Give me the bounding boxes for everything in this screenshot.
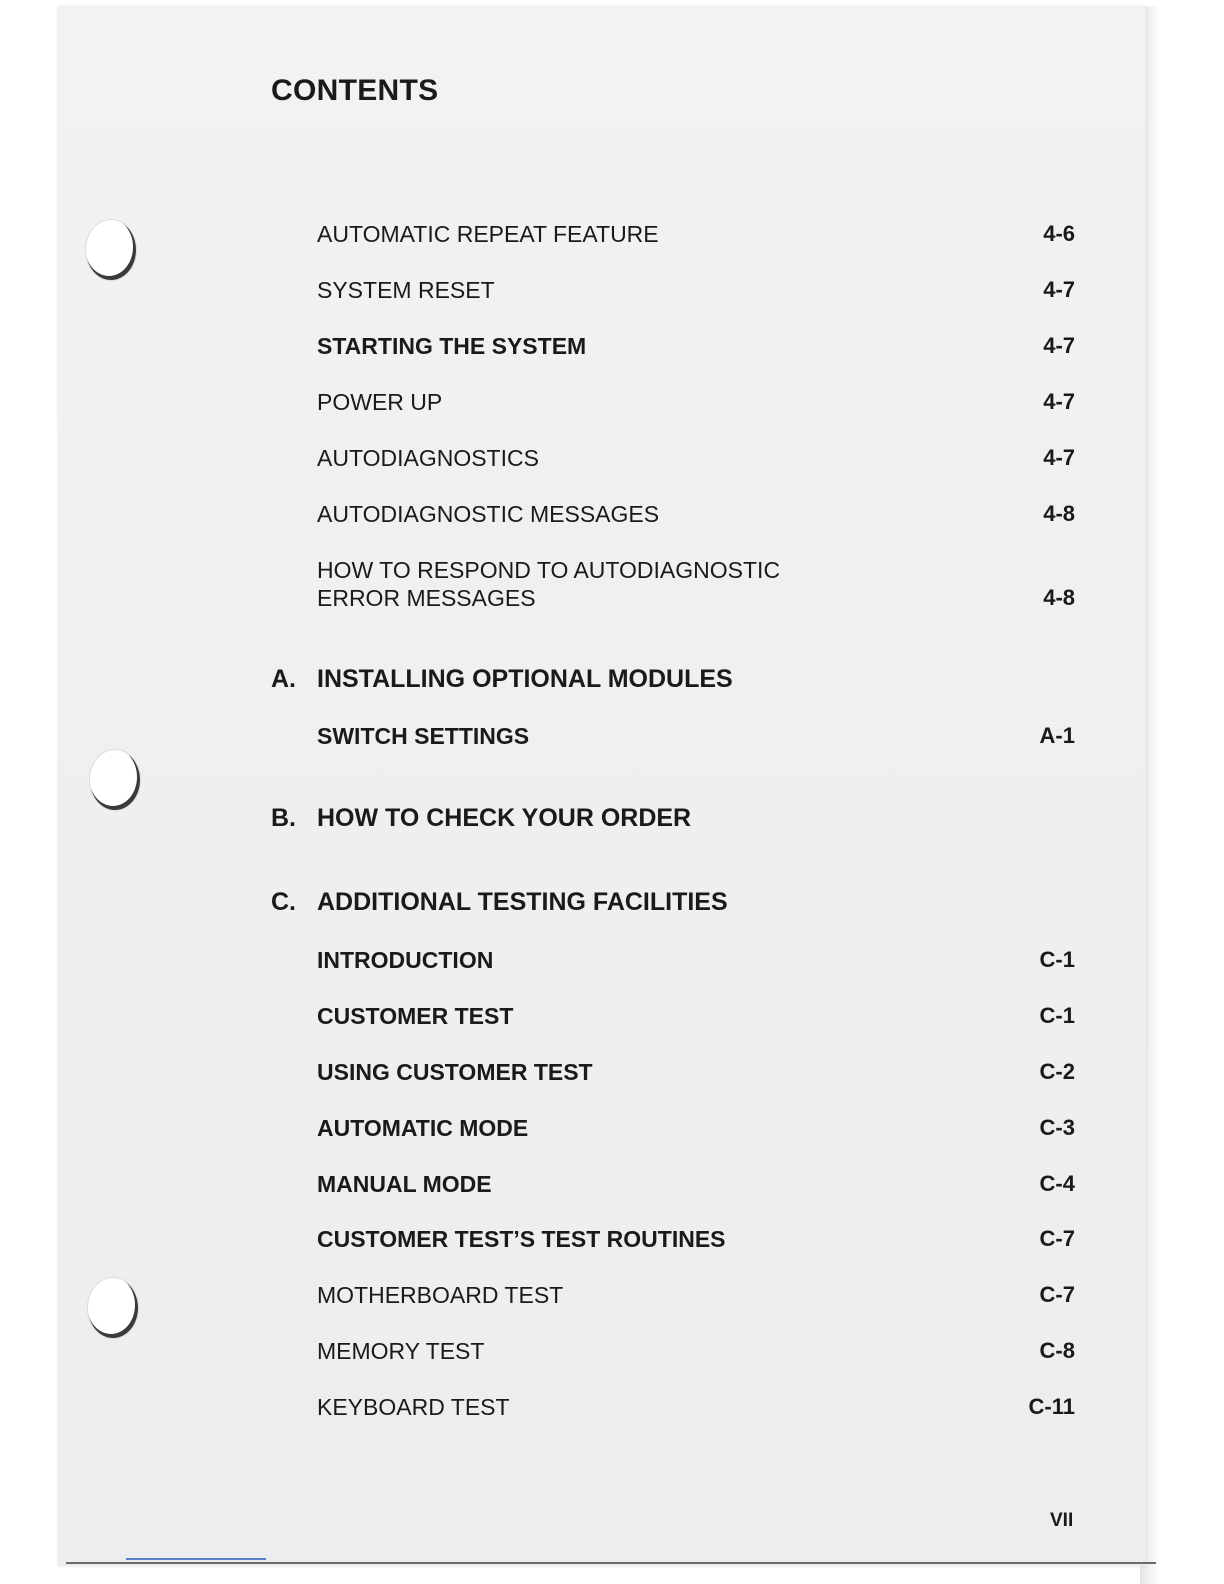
toc-entry-label: MEMORY TEST [317,1338,485,1364]
toc-entry-label: CUSTOMER TEST’S TEST ROUTINES [317,1226,726,1252]
section-title: HOW TO CHECK YOUR ORDER [317,804,692,832]
toc-entry-label: HOW TO RESPOND TO AUTODIAGNOSTIC ERROR MESSAGES [317,557,781,611]
toc-entry-label: MOTHERBOARD TEST [317,1282,564,1308]
toc-entry-manual-mode[interactable] [317,1170,1075,1198]
toc-entry-page: 4-8 [1043,501,1075,526]
toc-entry-page: C-3 [1039,1115,1075,1140]
binder-hole-bottom [88,1278,138,1338]
toc-entry-memory-test[interactable] [317,1337,1075,1365]
toc-entry-page: C-2 [1039,1059,1075,1084]
page-title: CONTENTS [271,74,439,107]
toc-entry-label: STARTING THE SYSTEM [317,333,587,359]
section-heading-a[interactable] [271,664,733,694]
toc-entry-label: INTRODUCTION [317,947,494,973]
binder-hole-middle [90,750,140,810]
toc-entry-system-reset[interactable] [317,276,1075,304]
toc-entry-label: MANUAL MODE [317,1171,492,1197]
toc-entry-respond-error-messages[interactable] [317,556,1075,612]
toc-entry-switch-settings[interactable] [317,722,1075,750]
section-letter: A. [271,665,296,693]
toc-entry-page: C-1 [1039,1003,1075,1028]
toc-entry-page: A-1 [1039,723,1075,748]
toc-entry-page: C-11 [1028,1394,1075,1419]
toc-entry-automatic-repeat[interactable] [317,220,1075,248]
toc-entry-using-customer-test[interactable] [317,1058,1075,1086]
section-heading-b[interactable] [271,803,691,833]
page-number: VII [1050,1510,1074,1531]
toc-entry-autodiagnostic-messages[interactable] [317,500,1075,528]
toc-entry-page: 4-7 [1043,445,1075,470]
toc-entry-label: USING CUSTOMER TEST [317,1059,593,1085]
toc-entry-page: C-4 [1039,1171,1075,1196]
toc-entry-autodiagnostics[interactable] [317,444,1075,472]
toc-entry-label: AUTODIAGNOSTICS [317,445,539,471]
toc-entry-starting-system[interactable] [317,332,1075,360]
section-letter: B. [271,804,296,832]
toc-entry-label: SYSTEM RESET [317,277,495,303]
toc-entry-label: SWITCH SETTINGS [317,723,530,749]
toc-entry-page: 4-6 [1043,221,1075,246]
toc-entry-test-routines[interactable] [317,1225,1075,1253]
toc-entry-label: AUTOMATIC MODE [317,1115,529,1141]
toc-entry-power-up[interactable] [317,388,1075,416]
toc-entry-customer-test[interactable] [317,1002,1075,1030]
toc-entry-motherboard-test[interactable] [317,1281,1075,1309]
section-title: ADDITIONAL TESTING FACILITIES [317,888,728,916]
bottom-edge-line [66,1562,1156,1564]
toc-entry-label: CUSTOMER TEST [317,1003,514,1029]
section-title: INSTALLING OPTIONAL MODULES [317,665,733,693]
toc-entry-label: AUTOMATIC REPEAT FEATURE [317,221,659,247]
toc-entry-page: C-1 [1039,947,1075,972]
toc-entry-automatic-mode[interactable] [317,1114,1075,1142]
binder-hole-top [86,220,136,280]
toc-entry-label: KEYBOARD TEST [317,1394,510,1420]
toc-entry-page: 4-7 [1043,333,1075,358]
toc-entry-introduction[interactable] [317,946,1075,974]
toc-entry-page: C-7 [1039,1282,1075,1307]
toc-entry-label: AUTODIAGNOSTIC MESSAGES [317,501,660,527]
section-letter: C. [271,888,296,916]
toc-entry-page: 4-7 [1043,277,1075,302]
toc-entry-keyboard-test[interactable] [317,1393,1075,1421]
toc-entry-page: C-7 [1039,1226,1075,1251]
bottom-blue-mark [126,1558,266,1560]
toc-entry-page: 4-8 [1043,585,1075,610]
section-heading-c[interactable] [271,887,728,917]
toc-entry-page: 4-7 [1043,389,1075,414]
toc-entry-page: C-8 [1039,1338,1075,1363]
toc-entry-label: POWER UP [317,389,443,415]
